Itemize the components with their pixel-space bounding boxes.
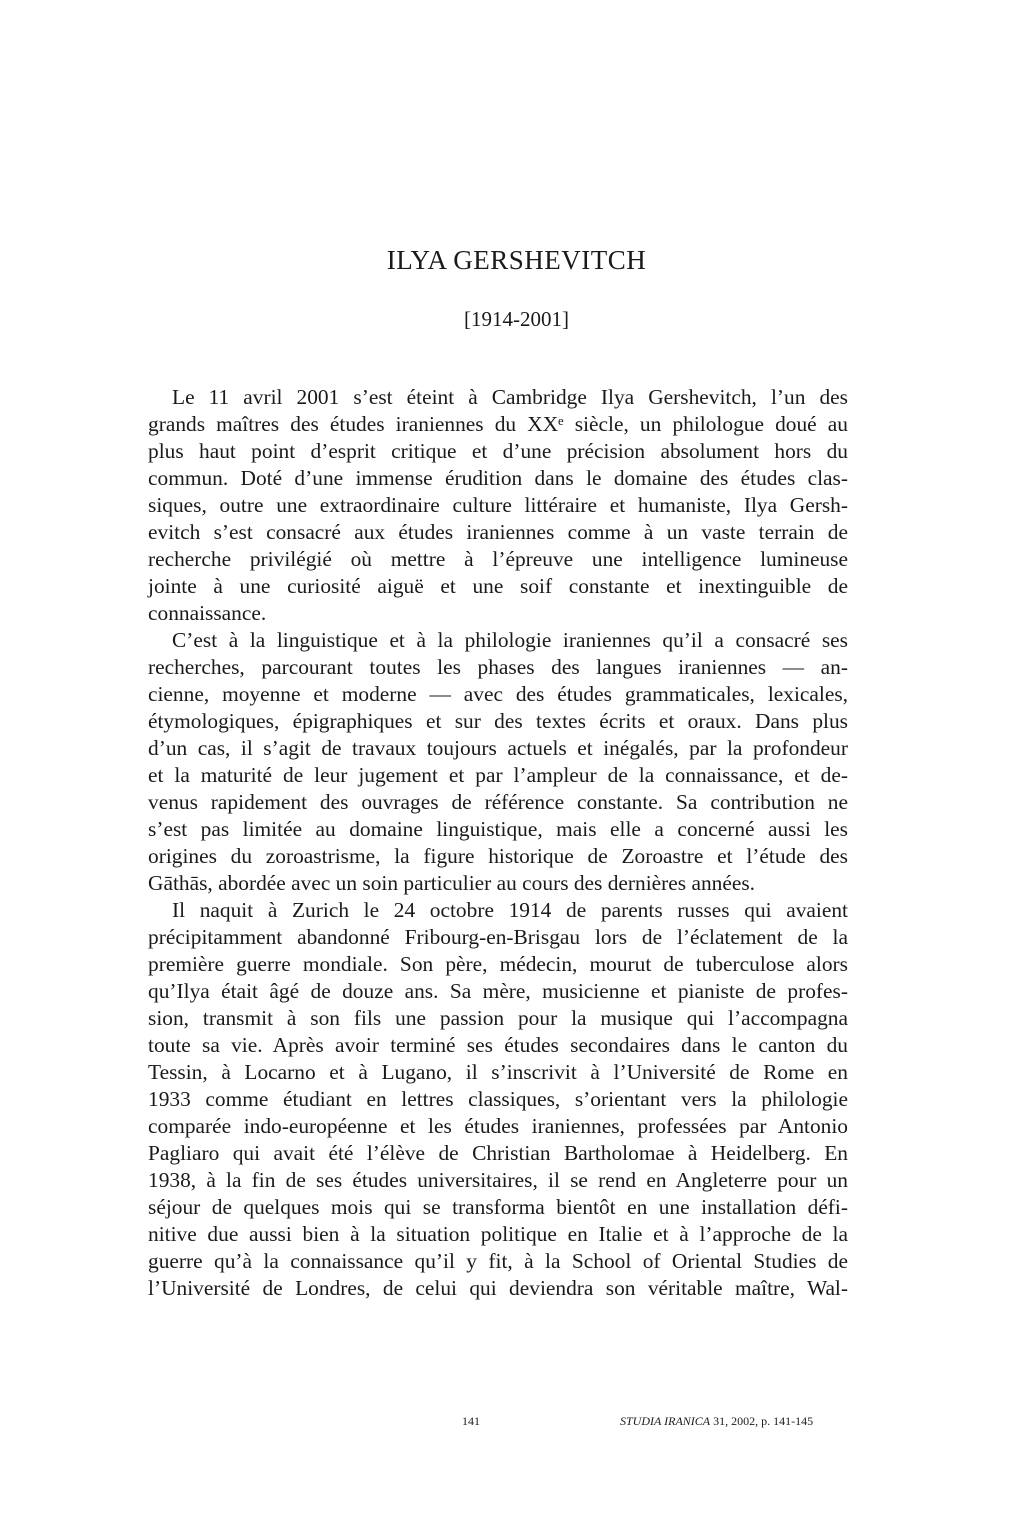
text-line: comparée indo-européenne et les études iraniennes, professées par Antonio bbox=[148, 1114, 848, 1138]
text-line: étymologiques, épigraphiques et sur des textes écrits et oraux. Dans plus bbox=[148, 709, 848, 733]
text-line: origines du zoroastrisme, la figure historique de Zoroastre et l’étude des bbox=[148, 844, 848, 868]
text-line: 1933 comme étudiant en lettres classiques, s’orientant vers la philologie bbox=[148, 1087, 848, 1111]
journal-citation bbox=[620, 1413, 813, 1429]
text-line: Il naquit à Zurich le 24 octobre 1914 de parents russes qui avaient bbox=[172, 898, 848, 922]
text-line: jointe à une curiosité aiguë et une soif constante et inextinguible de bbox=[148, 574, 848, 598]
text-line: connaissance. bbox=[148, 601, 267, 625]
text-line: Gāthās, abordée avec un soin particulier au cours des dernières années. bbox=[148, 871, 756, 895]
text-line: venus rapidement des ouvrages de référence constante. Sa contribution ne bbox=[148, 790, 848, 814]
journal-name: STUDIA IRANICA bbox=[620, 1414, 711, 1428]
text-line: evitch s’est consacré aux études iraniennes comme à un vaste terrain de bbox=[148, 520, 848, 544]
paragraph-3 bbox=[148, 897, 848, 1302]
text-line: sion, transmit à son fils une passion pour la musique qui l’accompagna bbox=[148, 1006, 848, 1030]
text-line: commun. Doté d’une immense érudition dans le domaine des études clas- bbox=[148, 466, 848, 490]
text-line: l’Université de Londres, de celui qui deviendra son véritable maître, Wal- bbox=[148, 1276, 848, 1300]
text-line: Pagliaro qui avait été l’élève de Christian Bartholomae à Heidelberg. En bbox=[148, 1141, 848, 1165]
text-line: première guerre mondiale. Son père, médecin, mourut de tuberculose alors bbox=[148, 952, 848, 976]
page-title: ILYA GERSHEVITCH bbox=[386, 245, 647, 275]
text-line: Le 11 avril 2001 s’est éteint à Cambridge Ilya Gershevitch, l’un des bbox=[172, 385, 848, 409]
text-line: séjour de quelques mois qui se transforma bientôt en une installation défi- bbox=[148, 1195, 848, 1219]
text-line: et la maturité de leur jugement et par l’ampleur de la connaissance, et de- bbox=[148, 763, 848, 787]
text-line: d’un cas, il s’agit de travaux toujours actuels et inégalés, par la profondeur bbox=[148, 736, 848, 760]
journal-reference: 31, 2002, p. 141-145 bbox=[710, 1414, 814, 1428]
paragraph-1 bbox=[148, 384, 848, 627]
text-line: s’est pas limitée au domaine linguistique, mais elle a concerné aussi les bbox=[148, 817, 848, 841]
text-line: recherche privilégié où mettre à l’épreuve une intelligence lumineuse bbox=[148, 547, 848, 571]
text-line: siques, outre une extraordinaire culture littéraire et humaniste, Ilya Gersh- bbox=[148, 493, 848, 517]
text-line: nitive due aussi bien à la situation politique en Italie et à l’approche de la bbox=[148, 1222, 848, 1246]
paragraph-2 bbox=[148, 627, 848, 897]
text-line: précipitamment abandonné Fribourg-en-Brisgau lors de l’éclatement de la bbox=[148, 925, 848, 949]
text-line: toute sa vie. Après avoir terminé ses études secondaires dans le canton du bbox=[148, 1033, 848, 1057]
article-body bbox=[148, 384, 848, 1302]
text-line: Tessin, à Locarno et à Lugano, il s’inscrivit à l’Université de Rome en bbox=[148, 1060, 848, 1084]
text-line: 1938, à la fin de ses études universitaires, il se rend en Angleterre pour un bbox=[148, 1168, 848, 1192]
text-line: cienne, moyenne et moderne — avec des études grammaticales, lexicales, bbox=[148, 682, 848, 706]
text-line: guerre qu’à la connaissance qu’il y fit, à la School of Oriental Studies de bbox=[148, 1249, 848, 1273]
text-line: plus haut point d’esprit critique et d’une précision absolument hors du bbox=[148, 439, 848, 463]
text-line: C’est à la linguistique et à la philologie iraniennes qu’il a consacré ses bbox=[172, 628, 848, 652]
text-line: recherches, parcourant toutes les phases des langues iraniennes — an- bbox=[148, 655, 848, 679]
text-line: grands maîtres des études iraniennes du XXᵉ siècle, un philologue doué au bbox=[148, 412, 848, 436]
page-number: 141 bbox=[462, 1414, 480, 1428]
text-line: qu’Ilya était âgé de douze ans. Sa mère, musicienne et pianiste de profes- bbox=[148, 979, 848, 1003]
life-dates: [1914-2001] bbox=[464, 307, 569, 331]
